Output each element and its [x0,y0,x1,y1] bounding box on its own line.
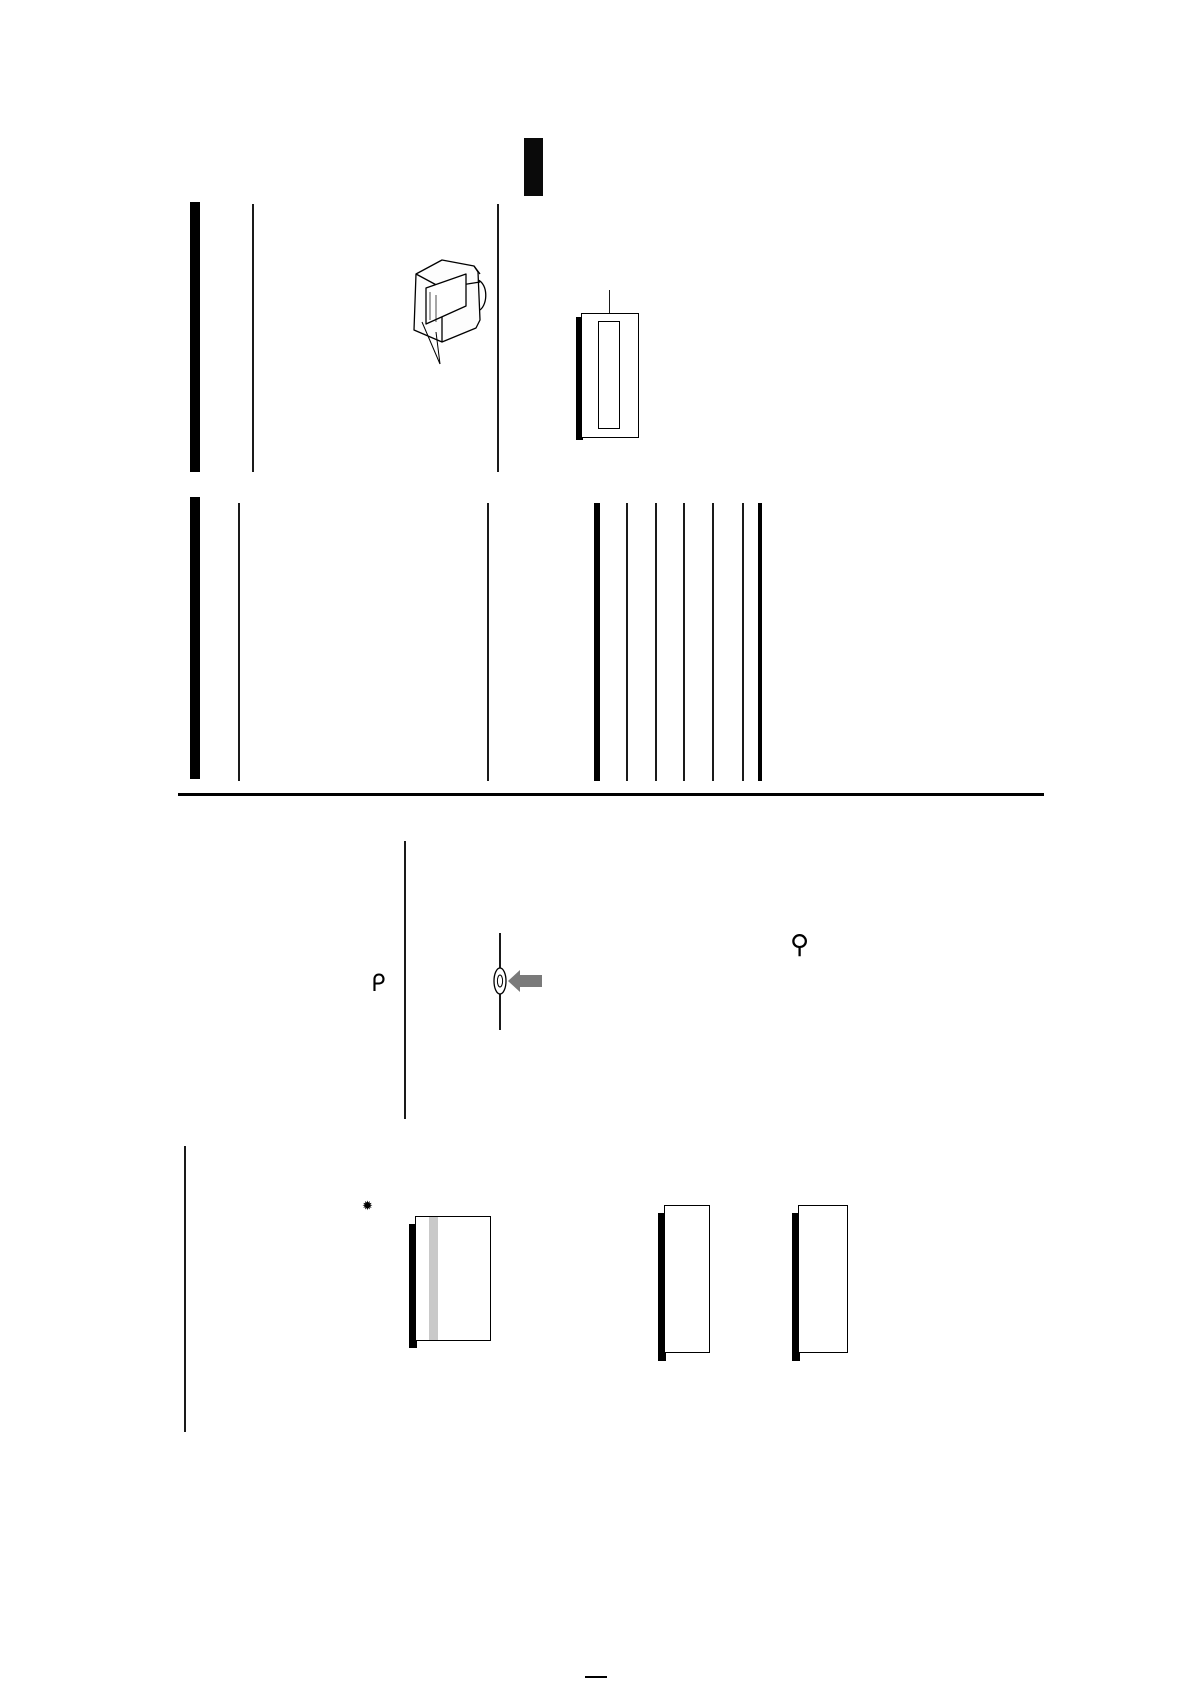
key-icon: ⚲ [790,930,810,960]
bottom-page-tick [585,1676,607,1678]
card-with-stripe [409,1216,495,1348]
bullet-marker-icon: ✹ [362,1199,373,1214]
card-plain-1 [658,1205,714,1361]
card-gray-stripe [429,1217,438,1340]
card-plain-1-frame [664,1205,710,1353]
card-with-stripe-frame [415,1216,491,1341]
card-plain-2 [792,1205,852,1361]
lower-left-rule [184,1146,186,1432]
card-plain-2-frame [798,1205,848,1353]
rotated-letter-glyph: Ꮷ [372,969,385,994]
